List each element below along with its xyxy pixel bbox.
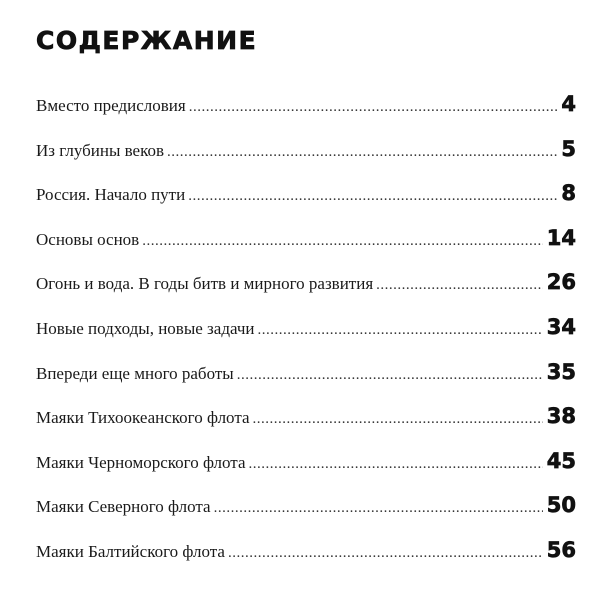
toc-leader-dots [376, 277, 543, 294]
toc-entry[interactable] [36, 538, 576, 583]
toc-leader-dots [253, 411, 543, 428]
toc-entry-page: 5 [561, 136, 576, 161]
toc-entry[interactable] [36, 404, 576, 449]
toc-entry-title: Маяки Северного флота [36, 497, 211, 517]
contents-heading: СОДЕРЖАНИЕ [36, 26, 258, 55]
toc-entry-page: 26 [546, 270, 576, 295]
toc-entry-title: Впереди еще много работы [36, 363, 234, 383]
toc-leader-dots [167, 144, 557, 161]
toc-entry[interactable] [36, 226, 576, 271]
toc-entry[interactable] [36, 137, 576, 182]
toc-list [36, 92, 576, 583]
toc-entry-title: Основы основ [36, 229, 140, 249]
toc-entry-page: 35 [546, 359, 576, 384]
toc-leader-dots [249, 456, 543, 473]
toc-leader-dots [237, 367, 543, 384]
toc-entry-page: 45 [546, 448, 576, 473]
toc-leader-dots [188, 188, 557, 205]
toc-entry[interactable] [36, 92, 576, 137]
toc-entry[interactable] [36, 493, 576, 538]
toc-entry-title: Огонь и вода. В годы битв и мирного развития [36, 274, 374, 294]
toc-entry-title: Россия. Начало пути [36, 185, 186, 205]
toc-entry[interactable] [36, 315, 576, 360]
toc-entry-page: 34 [546, 314, 576, 339]
toc-leader-dots [257, 322, 542, 339]
toc-entry-page: 38 [546, 404, 576, 429]
toc-entry-page: 14 [546, 225, 576, 250]
toc-entry-title: Маяки Балтийского флота [36, 541, 225, 561]
toc-entry-page: 8 [561, 181, 576, 206]
toc-entry-title: Маяки Черноморского флота [36, 452, 246, 472]
toc-leader-dots [214, 500, 543, 517]
toc-entry-title: Новые подходы, новые задачи [36, 318, 255, 338]
toc-leader-dots [189, 99, 558, 116]
toc-leader-dots [142, 233, 543, 250]
toc-entry[interactable] [36, 449, 576, 494]
toc-entry[interactable] [36, 270, 576, 315]
toc-entry-title: Из глубины веков [36, 140, 165, 160]
toc-entry[interactable] [36, 181, 576, 226]
toc-entry[interactable] [36, 360, 576, 405]
toc-entry-title: Маяки Тихоокеанского флота [36, 408, 250, 428]
toc-entry-page: 56 [546, 537, 576, 562]
toc-entry-title: Вместо предисловия [36, 96, 186, 115]
toc-leader-dots [228, 545, 543, 562]
toc-entry-page: 4 [561, 92, 576, 116]
toc-entry-page: 50 [546, 493, 576, 518]
